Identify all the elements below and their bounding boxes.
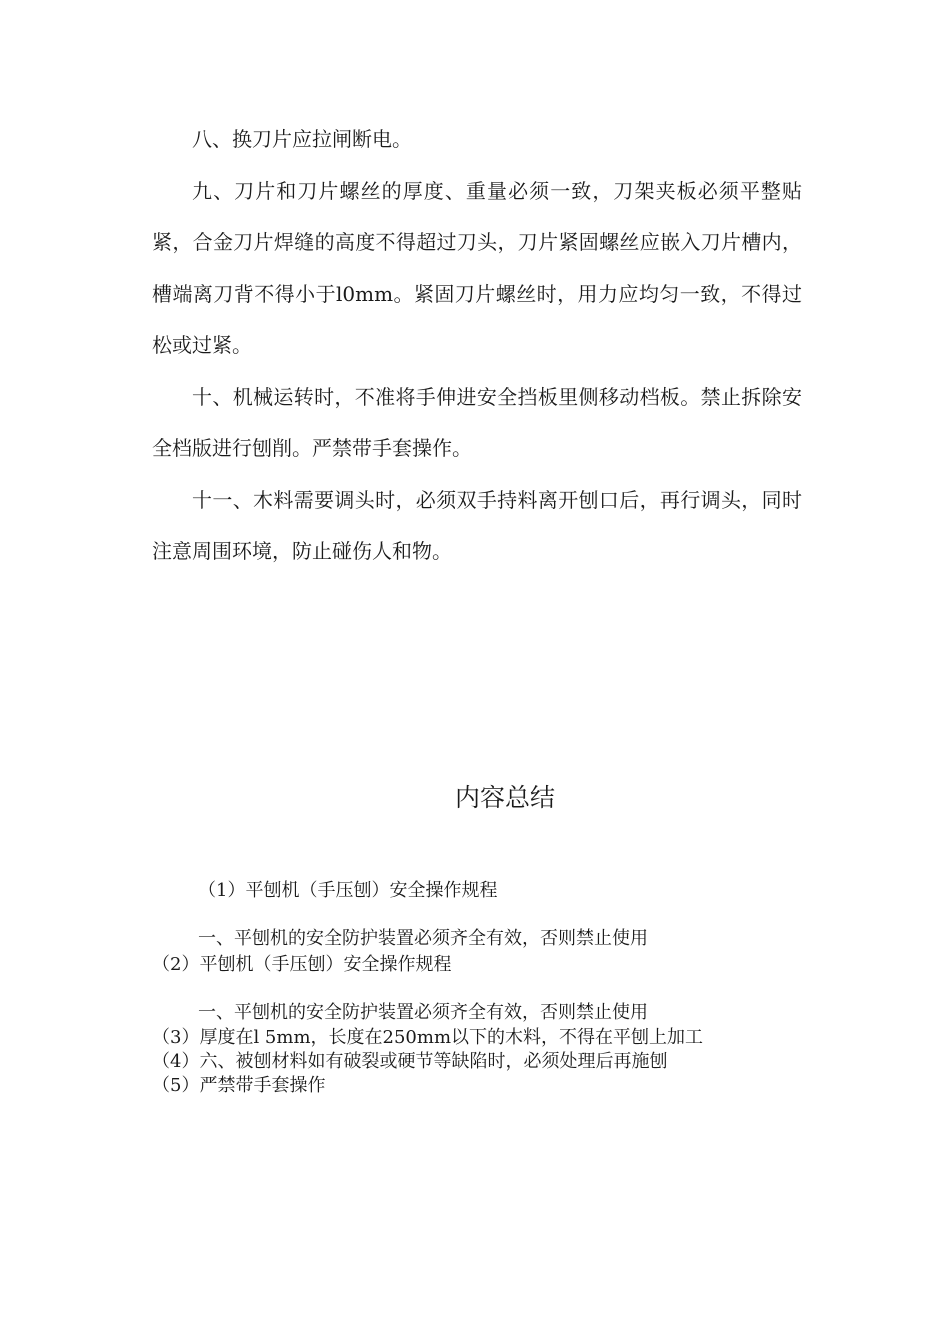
summary-title: 内容总结 [454, 783, 555, 812]
summary-item-1-detail: 一、平刨机的安全防护装置必须齐全有效，否则禁止使用 [198, 928, 648, 949]
summary-item-3: （3）厚度在l 5mm，长度在250mm以下的木料，不得在平刨上加工 [152, 1027, 704, 1048]
paragraph-11: 十一、木料需要调头时，必须双手持料离开刨口后，再行调头，同时注意周围环境，防止碰伤人和物。 [152, 487, 802, 563]
summary-item-2-detail: 一、平刨机的安全防护装置必须齐全有效，否则禁止使用 [198, 1002, 648, 1023]
summary-item-4: （4）六、被刨材料如有破裂或硬节等缺陷时，必须处理后再施刨 [152, 1051, 668, 1072]
body-text [152, 114, 802, 578]
summary-list [152, 878, 842, 1098]
summary-item-1: （1）平刨机（手压刨）安全操作规程 [198, 880, 498, 901]
summary-item-2: （2）平刨机（手压刨）安全操作规程 [152, 954, 452, 975]
paragraph-10: 十、机械运转时，不准将手伸进安全挡板里侧移动档板。禁止拆除安全档版进行刨削。严禁带手套操作。 [152, 384, 802, 460]
summary-item-5: （5）严禁带手套操作 [152, 1075, 326, 1096]
paragraph-8: 八、换刀片应拉闸断电。 [192, 127, 412, 151]
paragraph-9: 九、刀片和刀片螺丝的厚度、重量必须一致，刀架夹板必须平整贴紧，合金刀片焊缝的高度不得超过刀头，刀片紧固螺丝应嵌入刀片槽内，槽端离刀背不得小于l0mm。紧固刀片螺丝时，用力应均匀一致，不得过松或过紧。 [152, 178, 802, 357]
